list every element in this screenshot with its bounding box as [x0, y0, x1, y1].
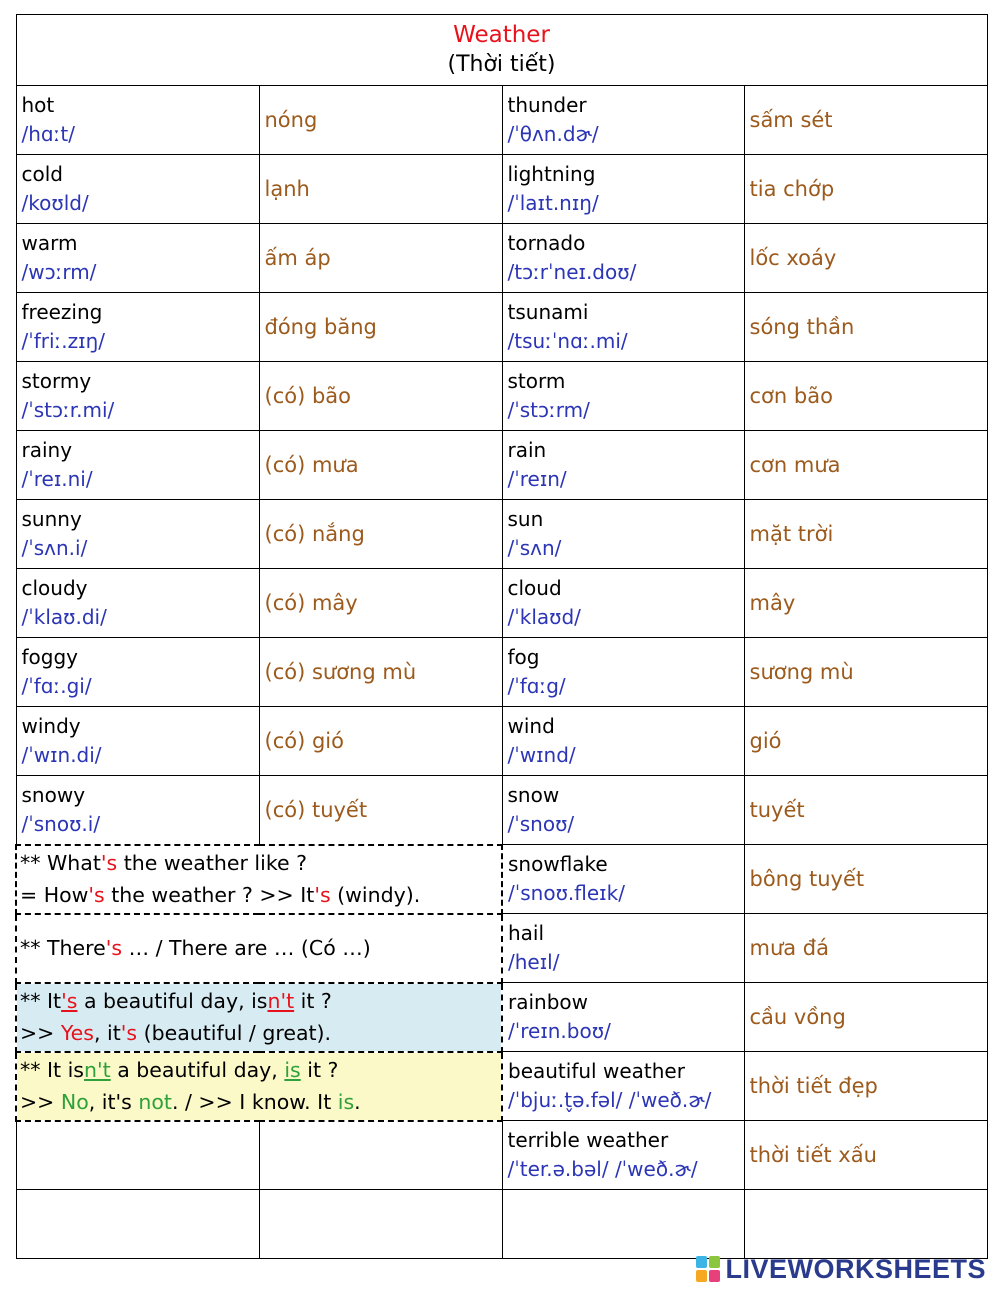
english-word: sunny	[21, 507, 82, 531]
vocab-row	[16, 983, 987, 1052]
meaning-cell	[259, 638, 502, 707]
empty-cell	[259, 1190, 502, 1259]
meaning-cell	[259, 776, 502, 845]
vietnamese-meaning: (có) bão	[264, 384, 352, 408]
english-word: thunder	[507, 93, 587, 117]
meaning-cell	[744, 86, 987, 155]
pronunciation: /tsuːˈnɑː.mi/	[507, 329, 628, 353]
word-cell	[502, 569, 744, 638]
pronunciation: /ˈsʌn.i/	[21, 536, 88, 560]
pronunciation: /ˈlaɪt.nɪŋ/	[507, 191, 599, 215]
note-line	[20, 1054, 498, 1086]
vietnamese-meaning: (có) gió	[264, 729, 344, 753]
pronunciation: /ˈwɪnd/	[507, 743, 576, 767]
pronunciation: /koʊld/	[21, 191, 89, 215]
note-line	[20, 879, 498, 911]
meaning-cell	[259, 86, 502, 155]
english-word: cloud	[507, 576, 562, 600]
vietnamese-meaning: sương mù	[749, 660, 854, 684]
vietnamese-meaning: sóng thần	[749, 315, 855, 339]
meaning-cell	[744, 362, 987, 431]
worksheet	[15, 14, 986, 1259]
pronunciation: /heɪl/	[508, 950, 560, 974]
meaning-cell	[744, 914, 987, 983]
meaning-cell	[259, 155, 502, 224]
word-cell	[502, 707, 744, 776]
vietnamese-meaning: mặt trời	[749, 522, 834, 546]
note-text: (beautiful / great).	[137, 1021, 332, 1045]
note-text: >>	[20, 1021, 61, 1045]
vocab-row	[16, 638, 987, 707]
note-text: ** It is	[20, 1058, 84, 1082]
note-text: a beautiful day, is	[77, 989, 268, 1013]
note-text: a beautiful day,	[110, 1058, 285, 1082]
empty-row	[16, 1190, 987, 1259]
vietnamese-meaning: tia chớp	[749, 177, 835, 201]
word-cell	[502, 1121, 744, 1190]
english-word: fog	[507, 645, 540, 669]
word-cell	[16, 86, 259, 155]
meaning-cell	[744, 224, 987, 293]
pronunciation: /hɑːt/	[21, 122, 75, 146]
vietnamese-meaning: thời tiết đẹp	[749, 1074, 878, 1098]
grammar-note	[16, 845, 502, 914]
word-cell	[16, 569, 259, 638]
vocab-row	[16, 86, 987, 155]
word-cell	[16, 293, 259, 362]
note-text: (windy).	[330, 883, 421, 907]
note-text: .	[354, 1090, 361, 1114]
vocab-row	[16, 1121, 987, 1190]
note-text: it ?	[300, 1058, 339, 1082]
vocab-row	[16, 362, 987, 431]
vocab-row	[16, 776, 987, 845]
word-cell	[16, 500, 259, 569]
vocab-row	[16, 569, 987, 638]
english-word: tornado	[507, 231, 586, 255]
pronunciation: /ˈklaʊ.di/	[21, 605, 107, 629]
note-text: >>	[20, 1090, 61, 1114]
vietnamese-meaning: tuyết	[749, 798, 805, 822]
note-text: ** What	[20, 851, 101, 875]
english-word: rain	[507, 438, 547, 462]
word-cell	[502, 86, 744, 155]
note-text: is	[284, 1058, 301, 1082]
word-cell	[502, 638, 744, 707]
title-vietnamese: (Thời tiết)	[447, 52, 556, 77]
pronunciation: /tɔːrˈneɪ.doʊ/	[507, 260, 637, 284]
note-text: the weather ? >> It	[104, 883, 315, 907]
note-text: Yes	[60, 1021, 94, 1045]
english-word: snow	[507, 783, 560, 807]
note-text: 's	[88, 883, 105, 907]
english-word: beautiful weather	[508, 1059, 685, 1083]
word-cell	[502, 224, 744, 293]
word-cell	[502, 431, 744, 500]
pronunciation: /ˈreɪ.ni/	[21, 467, 93, 491]
vietnamese-meaning: mây	[749, 591, 796, 615]
word-cell	[502, 914, 744, 983]
english-word: tsunami	[507, 300, 589, 324]
empty-cell	[16, 1121, 259, 1190]
vietnamese-meaning: (có) nắng	[264, 522, 365, 546]
meaning-cell	[259, 431, 502, 500]
meaning-cell	[744, 431, 987, 500]
vocab-row	[16, 845, 987, 914]
note-line	[20, 847, 498, 879]
word-cell	[502, 845, 744, 914]
word-cell	[16, 155, 259, 224]
english-word: windy	[21, 714, 81, 738]
english-word: cloudy	[21, 576, 88, 600]
english-word: hot	[21, 93, 55, 117]
note-text: the weather like ?	[117, 851, 307, 875]
english-word: lightning	[507, 162, 596, 186]
meaning-cell	[744, 155, 987, 224]
title-english: Weather	[453, 22, 550, 48]
pronunciation: /ˈsnoʊ.i/	[21, 811, 101, 836]
word-cell	[502, 1052, 744, 1121]
word-cell	[16, 776, 259, 845]
vietnamese-meaning: cầu vồng	[749, 1005, 846, 1029]
note-text: 's	[120, 1021, 138, 1045]
note-line	[20, 1017, 498, 1049]
meaning-cell	[259, 569, 502, 638]
vietnamese-meaning: mưa đá	[749, 936, 830, 960]
pronunciation: /ˈsnoʊ.fleɪk/	[508, 881, 625, 905]
note-text: , it	[93, 1021, 121, 1045]
word-cell	[16, 224, 259, 293]
note-text: n't	[84, 1058, 111, 1082]
pronunciation: /ˈreɪn/	[507, 467, 567, 491]
empty-cell	[744, 1190, 987, 1259]
pronunciation: /ˈfɑːg/	[507, 674, 566, 698]
word-cell	[502, 155, 744, 224]
meaning-cell	[259, 293, 502, 362]
vocab-row	[16, 914, 987, 983]
english-word: hail	[508, 921, 545, 945]
note-text: = How	[20, 883, 89, 907]
vietnamese-meaning: (có) mưa	[264, 453, 359, 477]
english-word: snowy	[21, 782, 86, 807]
vietnamese-meaning: (có) sương mù	[264, 660, 417, 684]
english-word: stormy	[21, 369, 92, 393]
vocab-row	[16, 431, 987, 500]
logo-square-1	[696, 1256, 707, 1268]
meaning-cell	[744, 1121, 987, 1190]
note-text: No	[60, 1090, 89, 1114]
vietnamese-meaning: thời tiết xấu	[749, 1143, 877, 1167]
word-cell	[16, 707, 259, 776]
vietnamese-meaning: nóng	[264, 108, 318, 132]
note-text: 's	[314, 883, 331, 907]
vietnamese-meaning: đóng băng	[264, 315, 377, 339]
pronunciation: /ˈstɔːr.mi/	[21, 398, 115, 422]
grammar-note	[16, 914, 502, 983]
pronunciation: /ˈstɔːrm/	[507, 398, 590, 422]
meaning-cell	[744, 569, 987, 638]
english-word: snowflake	[508, 852, 608, 876]
pronunciation: /ˈreɪn.boʊ/	[508, 1019, 611, 1043]
vocab-row	[16, 224, 987, 293]
empty-cell	[16, 1190, 259, 1259]
pronunciation: /ˈter.ə.bəl/ /ˈweð.ɚ/	[507, 1157, 698, 1181]
english-word: rainbow	[508, 990, 588, 1014]
word-cell	[16, 362, 259, 431]
meaning-cell	[744, 1052, 987, 1121]
note-text: n't	[267, 989, 295, 1013]
grammar-note	[16, 1052, 502, 1121]
english-word: rainy	[21, 438, 73, 462]
vietnamese-meaning: cơn bão	[749, 384, 833, 408]
title-cell	[16, 15, 987, 86]
pronunciation: /ˈfɑː.gi/	[21, 674, 92, 698]
english-word: cold	[21, 162, 63, 186]
vietnamese-meaning: cơn mưa	[749, 453, 841, 477]
word-cell	[502, 293, 744, 362]
vietnamese-meaning: lạnh	[264, 177, 310, 201]
note-text: . / >> I know. It	[171, 1090, 338, 1114]
meaning-cell	[744, 707, 987, 776]
note-text: is	[337, 1090, 355, 1114]
word-cell	[502, 776, 744, 845]
meaning-cell	[744, 776, 987, 845]
logo-square-2	[709, 1256, 720, 1268]
vocab-row	[16, 500, 987, 569]
word-cell	[16, 638, 259, 707]
english-word: terrible weather	[507, 1128, 669, 1152]
vocab-row	[16, 155, 987, 224]
word-cell	[502, 500, 744, 569]
note-text: 's	[105, 936, 123, 960]
liveworksheets-wordmark: LIVEWORKSHEETS	[725, 1253, 986, 1284]
meaning-cell	[259, 362, 502, 431]
english-word: foggy	[21, 645, 79, 669]
english-word: wind	[507, 714, 555, 738]
vietnamese-meaning: lốc xoáy	[749, 246, 837, 270]
note-line	[20, 932, 498, 964]
vietnamese-meaning: (có) tuyết	[264, 797, 368, 822]
vietnamese-meaning: sấm sét	[749, 108, 833, 132]
word-cell	[16, 431, 259, 500]
meaning-cell	[744, 845, 987, 914]
meaning-cell	[744, 500, 987, 569]
english-word: warm	[21, 231, 78, 255]
vietnamese-meaning: (có) mây	[264, 591, 358, 615]
meaning-cell	[744, 638, 987, 707]
vietnamese-meaning: ấm áp	[264, 246, 331, 270]
pronunciation: /ˈwɪn.di/	[21, 743, 102, 767]
note-text: 's	[61, 989, 78, 1013]
note-line	[20, 985, 498, 1017]
english-word: freezing	[21, 300, 103, 324]
meaning-cell	[259, 224, 502, 293]
meaning-cell	[744, 983, 987, 1052]
vocab-row	[16, 293, 987, 362]
note-text: ** It	[20, 989, 62, 1013]
pronunciation: /ˈsʌn/	[507, 536, 562, 560]
note-text: 's	[100, 851, 118, 875]
note-text: ** There	[20, 936, 106, 960]
note-text: it ?	[294, 989, 332, 1013]
note-line	[20, 1086, 498, 1118]
pronunciation: /wɔːrm/	[21, 260, 97, 284]
vocab-table	[15, 14, 988, 1259]
meaning-cell	[259, 500, 502, 569]
pronunciation: /ˈθʌn.dɚ/	[507, 122, 599, 146]
grammar-note	[16, 983, 502, 1052]
liveworksheets-logo	[696, 1254, 986, 1284]
logo-square-3	[696, 1270, 707, 1282]
empty-cell	[502, 1190, 744, 1259]
english-word: sun	[507, 507, 544, 531]
word-cell	[502, 362, 744, 431]
pronunciation: /ˈklaʊd/	[507, 605, 581, 629]
pronunciation: /ˈsnoʊ/	[507, 812, 575, 836]
meaning-cell	[744, 293, 987, 362]
note-text: , it's	[88, 1090, 139, 1114]
vietnamese-meaning: bông tuyết	[749, 867, 865, 891]
meaning-cell	[259, 707, 502, 776]
note-text: not	[138, 1090, 172, 1114]
liveworksheets-icon	[696, 1256, 720, 1282]
vocab-row	[16, 707, 987, 776]
vocab-row	[16, 1052, 987, 1121]
pronunciation: /ˈfriː.zɪŋ/	[21, 329, 105, 353]
logo-square-4	[709, 1270, 720, 1282]
pronunciation: /ˈbjuː.t̬ə.fəl/ /ˈweð.ɚ/	[508, 1088, 712, 1112]
word-cell	[502, 983, 744, 1052]
empty-cell	[259, 1121, 502, 1190]
english-word: storm	[507, 369, 566, 393]
note-text: … / There are … (Có …)	[122, 936, 371, 960]
vietnamese-meaning: gió	[749, 729, 782, 753]
